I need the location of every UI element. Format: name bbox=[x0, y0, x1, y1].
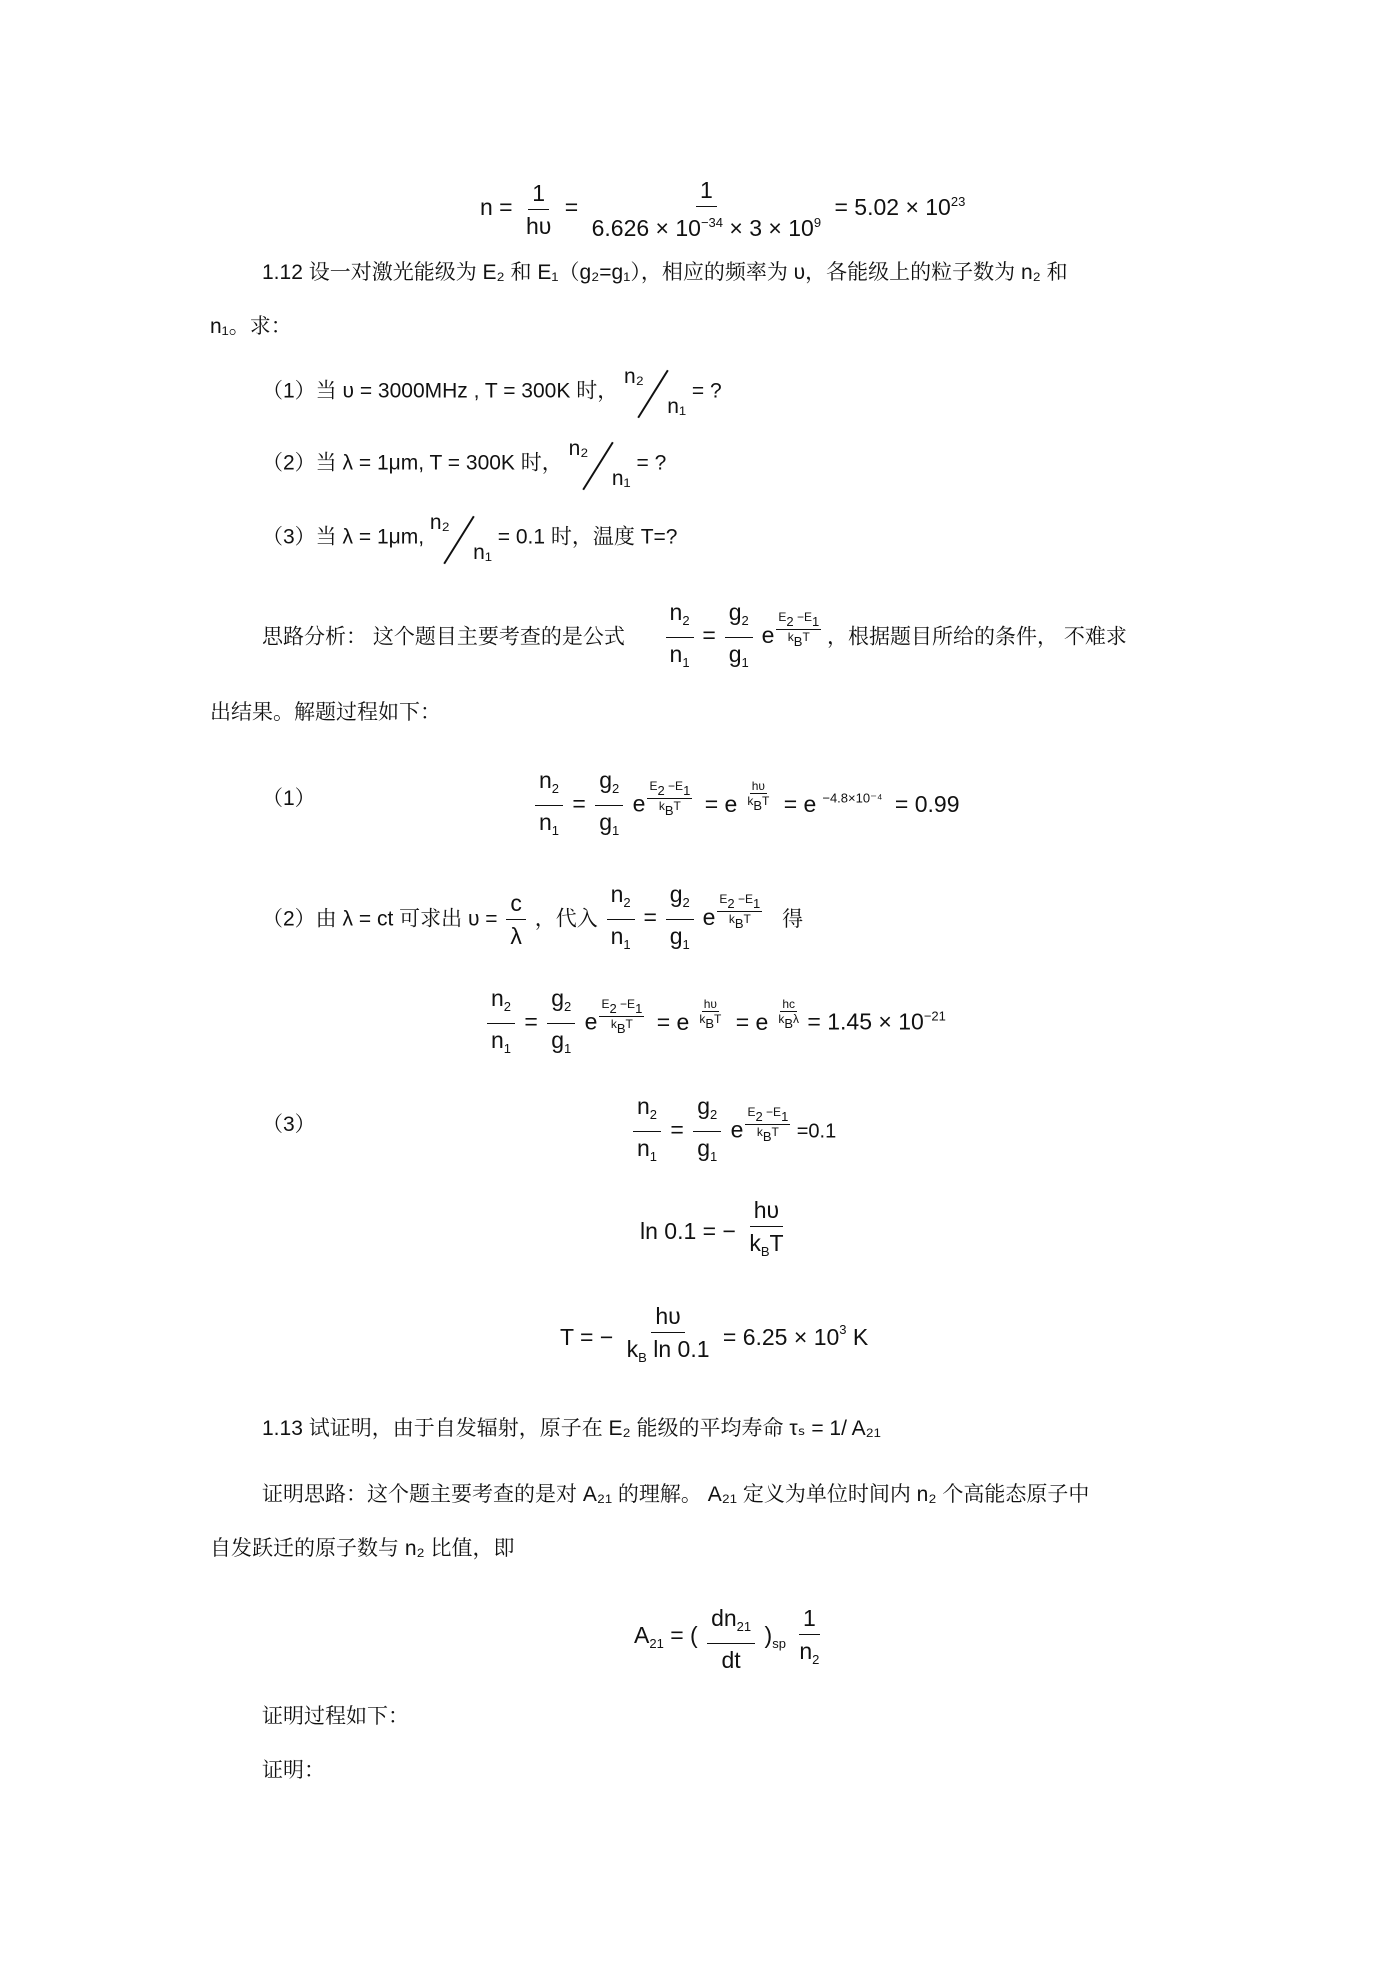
problem-1-12-line2: n₁。求： bbox=[210, 315, 292, 338]
problem-1-12-line1: 1.12 设一对激光能级为 E₂ 和 E₁（g₂=g₁），相应的频率为 υ，各能级上的粒子数为 n₂ 和 bbox=[262, 261, 1068, 284]
ratio-n2-n1: n₂ n₁ bbox=[568, 437, 631, 490]
proof-idea-line2: 自发跃迁的原子数与 n₂ 比值，即 bbox=[210, 1537, 515, 1560]
question-1: （1）当 υ = 3000MHz , T = 300K 时， n₂ n₁ = ? bbox=[262, 362, 722, 422]
solution-2-line: （2）由 λ = ct 可求出 υ = $\frac{c}{\lambda}$ ，代入 $\frac{n_2}{n_1}$ = $\frac{g_2}{g_1}$ e $E_2 -E_1$ $k_BT$ 得 bbox=[262, 881, 804, 952]
ratio-n2-n1: n₂ n₁ bbox=[624, 365, 687, 418]
equation-n-result: n = $\frac{1}{h\upsilon}$ = $\frac{1}{6.626 \times 10^{-34} \times 3 \times 10^9}$ = $5.02 \times 10^{23}$ bbox=[480, 177, 966, 241]
analysis-line2: 出结果。解题过程如下： bbox=[210, 701, 441, 724]
analysis-line1: 思路分析： 这个题目主要考查的是公式 $\frac{n_2}{n_1}$ = $\frac{g_2}{g_1}$ e $E_2 -E_1$ $k_BT$ ，根据题目所给的条件， 不难求 bbox=[262, 599, 1127, 670]
proof-process-heading: 证明过程如下： bbox=[262, 1705, 409, 1728]
solution-2-equation: $\frac{n_2}{n_1}$ = $\frac{g_2}{g_1}$ e $E_2 -E_1$ $k_BT$ = e hυ $k_BT$ = e hc $k_B\lambda$ = $1.45 \times 10^{-21}$ bbox=[484, 984, 946, 1063]
solution-1-label: （1） bbox=[262, 787, 316, 810]
solution-3-label: （3） bbox=[262, 1113, 316, 1136]
question-3: （3）当 λ = 1μm, n₂ n₁ = 0.1 时，温度 T=? bbox=[262, 508, 677, 568]
solution-1-equation: $\frac{n_2}{n_1}$ = $\frac{g_2}{g_1}$ e $E_2 -E_1$ $k_BT$ = e hυ $k_BT$ = e $^{-4.8\times 10^{-4}}$ = 0.99 bbox=[532, 766, 966, 845]
problem-1-13: 1.13 试证明，由于自发辐射，原子在 E₂ 能级的平均寿命 τₛ = 1/ A₂₁ bbox=[262, 1417, 881, 1440]
a21-definition: $A_{21}$ = ( $\frac{dn_{21}}{dt}$ )$_{sp}$ $\frac{1}{n_2}$ bbox=[634, 1605, 820, 1673]
question-2: （2）当 λ = 1μm, T = 300K 时， n₂ n₁ = ? bbox=[262, 434, 666, 494]
ln-equation: ln 0.1 = − $\frac{h\upsilon}{k_BT}$ bbox=[640, 1197, 784, 1259]
solution-3-equation: $\frac{n_2}{n_1}$ = $\frac{g_2}{g_1}$ e $E_2 -E_1$ $k_BT$ =0.1 bbox=[630, 1092, 836, 1171]
fraction-denominator-numeric: $\frac{1}{6.626 \times 10^{-34} \times 3 \times 10^9}$ bbox=[591, 177, 822, 241]
fraction-1-over-hv: $\frac{1}{h\upsilon}$ bbox=[526, 179, 552, 239]
proof-heading: 证明： bbox=[262, 1759, 325, 1782]
proof-idea-line1: 证明思路：这个题主要考查的是对 A₂₁ 的理解。 A₂₁ 定义为单位时间内 n₂ 个高能态原子中 bbox=[262, 1483, 1090, 1506]
temperature-equation: T = − $\frac{h\upsilon}{k_B \ln 0.1}$ = $6.25 \times 10^3$ K bbox=[560, 1303, 869, 1365]
ratio-n2-n1: n₂ n₁ bbox=[429, 511, 492, 564]
